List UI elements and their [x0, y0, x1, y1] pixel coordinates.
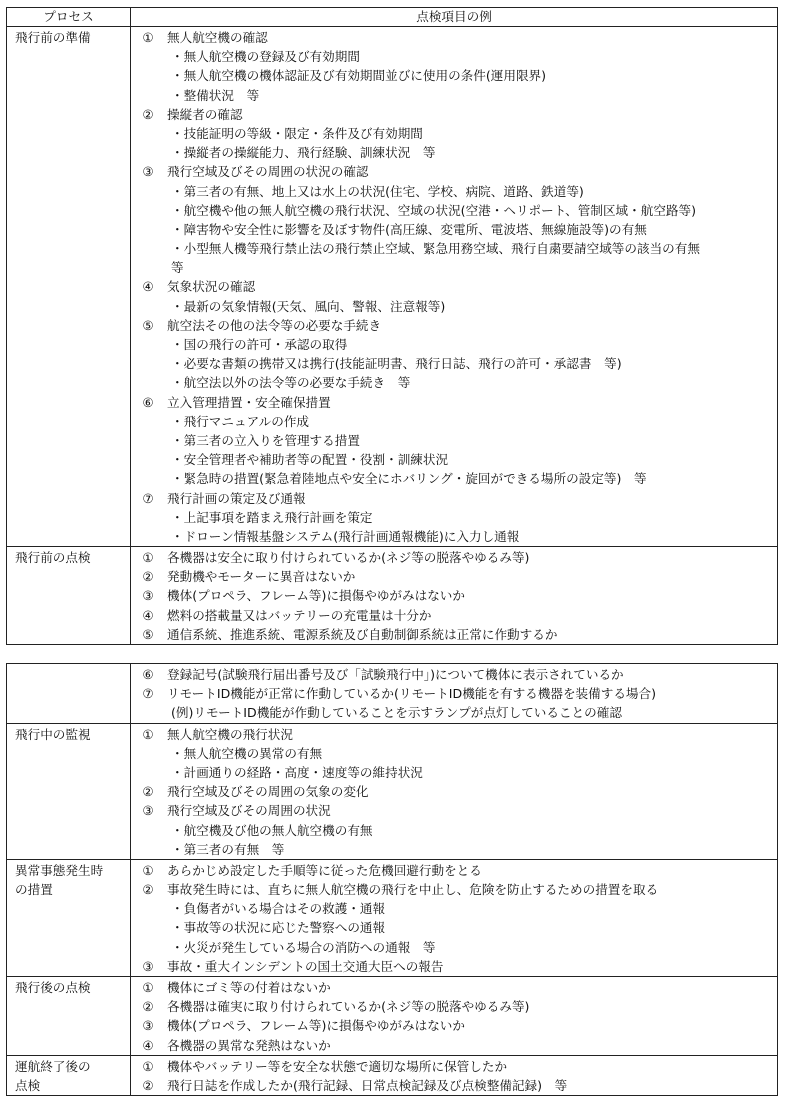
process-column-header: プロセス [7, 8, 131, 27]
inspection-sub-item [131, 450, 777, 469]
item-text: ・操縦者の操縦能力、飛行経験、訓練状況 等 [171, 145, 436, 161]
inspection-item [131, 1036, 777, 1055]
item-text: ・航空機や他の無人航空機の飛行状況、空域の状況(空港・ヘリポート、管制区域・航空路等) [171, 202, 697, 218]
inspection-sub-item [131, 354, 777, 373]
item-text: 各機器は安全に取り付けられているか(ネジ等の脱落やゆるみ等) [167, 550, 530, 566]
inspection-sub-item [131, 918, 777, 937]
item-number: ③ [142, 803, 154, 819]
inspection-sub-item [131, 821, 777, 840]
item-text: 気象状況の確認 [167, 279, 256, 295]
inspection-items [131, 977, 778, 1056]
process-name: 飛行中の監視 [7, 723, 131, 859]
item-text: 機体(プロペラ、フレーム等)に損傷やゆがみはないか [167, 588, 465, 604]
item-text: あらかじめ設定した手順等に従った危機回避行動をとる [167, 862, 482, 878]
inspection-item [131, 957, 777, 976]
item-number: ③ [142, 164, 154, 180]
inspection-item [131, 1016, 777, 1035]
item-text: ・国の飛行の許可・承認の取得 [171, 337, 348, 352]
inspection-item [131, 105, 777, 124]
item-text: 燃料の搭載量又はバッテリーの充電量は十分か [167, 607, 432, 623]
inspection-sub-item [131, 335, 777, 354]
item-text: (例)リモートID機能が作動していることを示すランプが点灯していることの確認 [171, 705, 622, 721]
item-text: ・小型無人機等飛行禁止法の飛行禁止空域、緊急用務空域、飛行自粛要請空域等の該当の有無 [171, 241, 700, 257]
item-number: ① [142, 30, 154, 45]
process-row [7, 1055, 778, 1095]
inspection-sub-item [131, 182, 777, 201]
process-name: 飛行後の点検 [7, 977, 131, 1056]
item-text: 操縦者の確認 [167, 106, 243, 122]
item-text: ・無人航空機の異常の有無 [171, 745, 323, 761]
item-text: ・第三者の有無、地上又は水上の状況(住宅、学校、病院、道路、鉄道等) [171, 183, 584, 199]
process-name [7, 664, 131, 724]
process-row [7, 664, 778, 724]
inspection-item [131, 489, 777, 508]
inspection-sub-item [131, 143, 777, 162]
item-text: 無人航空機の飛行状況 [167, 726, 293, 742]
item-text: リモートID機能が正常に作動しているか(リモートID機能を有する機器を装備する場合) [167, 686, 657, 702]
inspection-table-page-2 [6, 663, 778, 1096]
inspection-item [131, 684, 777, 703]
item-text: 各機器は確実に取り付けられているか(ネジ等の脱落やゆるみ等) [167, 999, 530, 1015]
item-text: 登録記号(試験飛行届出番号及び「試験飛行中」)について機体に表示されているか [167, 667, 624, 682]
inspection-item [131, 277, 777, 296]
item-text: ・第三者の立入りを管理する措置 [171, 432, 360, 448]
inspection-sub-item [131, 66, 777, 85]
inspection-item [131, 548, 777, 567]
inspection-item [131, 725, 777, 744]
item-text: ・必要な書類の携帯又は携行(技能証明書、飛行日誌、飛行の許可・承認書 等) [171, 356, 622, 372]
item-number: ① [142, 862, 154, 878]
item-text: ・緊急時の措置(緊急着陸地点や安全にホバリング・旋回ができる場所の設定等) 等 [171, 471, 647, 487]
item-text: 飛行計画の策定及び通報 [167, 490, 306, 506]
inspection-item [131, 28, 777, 47]
item-number: ④ [142, 279, 154, 295]
item-text: ・負傷者がいる場合はその救護・通報 [171, 901, 386, 917]
inspection-sub-item [131, 899, 777, 918]
table2-body [7, 664, 778, 1096]
item-number: ② [142, 1077, 154, 1093]
inspection-sub-item [131, 220, 777, 239]
item-text: 飛行日誌を作成したか(飛行記録、日常点検記録及び点検整備記録) 等 [167, 1077, 568, 1093]
inspection-sub-item [131, 744, 777, 763]
item-text: 機体にゴミ等の付着はないか [167, 980, 331, 995]
item-number: ① [142, 1058, 154, 1074]
process-name: 飛行前の点検 [7, 547, 131, 645]
inspection-item [131, 1076, 777, 1095]
item-text: ・航空法以外の法令等の必要な手続き 等 [171, 375, 411, 391]
inspection-items [131, 547, 778, 645]
inspection-item [131, 1057, 777, 1076]
inspection-sub-item [131, 239, 777, 258]
item-text: 各機器の異常な発熱はないか [167, 1037, 331, 1053]
header-row [7, 8, 778, 27]
item-text: 無人航空機の確認 [167, 30, 268, 45]
item-number: ⑥ [142, 394, 154, 410]
process-name: 異常事態発生時 の措置 [7, 859, 131, 976]
process-row [7, 27, 778, 547]
item-number: ⑤ [142, 317, 154, 333]
item-text: 等 [171, 260, 184, 276]
item-number: ③ [142, 958, 154, 974]
item-text: ・無人航空機の機体認証及び有効期間並びに使用の条件(運用限界) [171, 68, 547, 84]
table1-body [7, 27, 778, 645]
item-text: 飛行空域及びその周囲の状況の確認 [167, 164, 369, 180]
inspection-sub-item [131, 86, 777, 105]
inspection-sub-item [131, 840, 777, 859]
inspection-items [131, 1055, 778, 1095]
item-text: ・航空機及び他の無人航空機の有無 [171, 822, 373, 838]
item-number: ② [142, 784, 154, 800]
inspection-sub-item [131, 47, 777, 66]
inspection-items [131, 27, 778, 547]
inspection-sub-item [131, 124, 777, 143]
item-text: ・障害物や安全性に影響を及ぼす物件(高圧線、変電所、電波塔、無線施設等)の有無 [171, 221, 647, 237]
item-text: 発動機やモーターに異音はないか [167, 569, 356, 585]
inspection-item [131, 782, 777, 801]
process-row [7, 547, 778, 645]
inspection-sub-item [131, 412, 777, 431]
inspection-item [131, 997, 777, 1016]
item-text: 航空法その他の法令等の必要な手続き [167, 317, 382, 333]
inspection-items [131, 723, 778, 859]
item-text: ・飛行マニュアルの作成 [171, 413, 310, 429]
inspection-item [131, 880, 777, 899]
inspection-sub-item [131, 431, 777, 450]
item-number: ② [142, 106, 154, 122]
inspection-item [131, 801, 777, 820]
item-number: ① [142, 550, 154, 566]
inspection-item [131, 586, 777, 605]
inspection-sub-item [131, 201, 777, 220]
process-name: 運航終了後の 点検 [7, 1055, 131, 1095]
inspection-sub-item [131, 763, 777, 782]
item-text: ・最新の気象情報(天気、風向、警報、注意報等) [171, 298, 446, 314]
inspection-sub-item [131, 527, 777, 546]
inspection-sub-item [131, 297, 777, 316]
item-number: ④ [142, 1037, 154, 1053]
inspection-item [131, 162, 777, 181]
item-text: 飛行空域及びその周囲の気象の変化 [167, 784, 369, 800]
inspection-sub-item [131, 258, 777, 277]
process-row [7, 977, 778, 1056]
item-text: 事故発生時には、直ちに無人航空機の飛行を中止し、危険を防止するための措置を取る [167, 882, 659, 898]
inspection-item [131, 393, 777, 412]
item-text: 飛行空域及びその周囲の状況 [167, 803, 331, 819]
item-text: ・計画通りの経路・高度・速度等の維持状況 [171, 764, 423, 780]
inspection-item [131, 606, 777, 625]
process-row [7, 859, 778, 976]
item-number: ① [142, 980, 154, 995]
item-text: ・上記事項を踏まえ飛行計画を策定 [171, 509, 373, 525]
item-text: 通信系統、推進系統、電源系統及び自動制御系統は正常に作動するか [167, 626, 558, 642]
item-text: 機体(プロペラ、フレーム等)に損傷やゆがみはないか [167, 1018, 465, 1034]
item-text: 事故・重大インシデントの国土交通大臣への報告 [167, 958, 444, 974]
item-text: ・無人航空機の登録及び有効期間 [171, 49, 360, 65]
inspection-item [131, 861, 777, 880]
process-row [7, 723, 778, 859]
inspection-table-page-1 [6, 7, 778, 645]
item-number: ⑦ [142, 490, 154, 506]
item-number: ⑦ [142, 686, 154, 702]
inspection-item [131, 567, 777, 586]
item-text: ・ドローン情報基盤システム(飛行計画通報機能)に入力し通報 [171, 528, 520, 544]
item-number: ④ [142, 607, 154, 623]
inspection-items [131, 664, 778, 724]
item-number: ③ [142, 588, 154, 604]
item-number: ⑤ [142, 626, 154, 642]
inspection-item [131, 978, 777, 997]
inspection-sub-item [131, 373, 777, 392]
item-text: ・事故等の状況に応じた警察への通報 [171, 920, 386, 936]
inspection-item [131, 665, 777, 684]
item-number: ② [142, 882, 154, 898]
item-number: ⑥ [142, 667, 154, 682]
item-text: ・火災が発生している場合の消防への通報 等 [171, 939, 436, 955]
item-number: ② [142, 569, 154, 585]
item-number: ③ [142, 1018, 154, 1034]
inspection-sub-item [131, 703, 777, 722]
inspection-item [131, 316, 777, 335]
process-name: 飛行前の準備 [7, 27, 131, 547]
inspection-sub-item [131, 938, 777, 957]
inspection-sub-item [131, 469, 777, 488]
inspection-sub-item [131, 508, 777, 527]
item-text: 立入管理措置・安全確保措置 [167, 394, 331, 410]
item-number: ① [142, 726, 154, 742]
item-text: ・技能証明の等級・限定・条件及び有効期間 [171, 125, 423, 141]
inspection-items [131, 859, 778, 976]
item-text: ・第三者の有無 等 [171, 841, 285, 857]
item-text: ・整備状況 等 [171, 87, 260, 103]
items-column-header: 点検項目の例 [131, 8, 778, 27]
item-number: ② [142, 999, 154, 1015]
inspection-item [131, 625, 777, 644]
item-text: ・安全管理者や補助者等の配置・役割・訓練状況 [171, 452, 449, 468]
item-text: 機体やバッテリー等を安全な状態で適切な場所に保管したか [167, 1058, 508, 1074]
